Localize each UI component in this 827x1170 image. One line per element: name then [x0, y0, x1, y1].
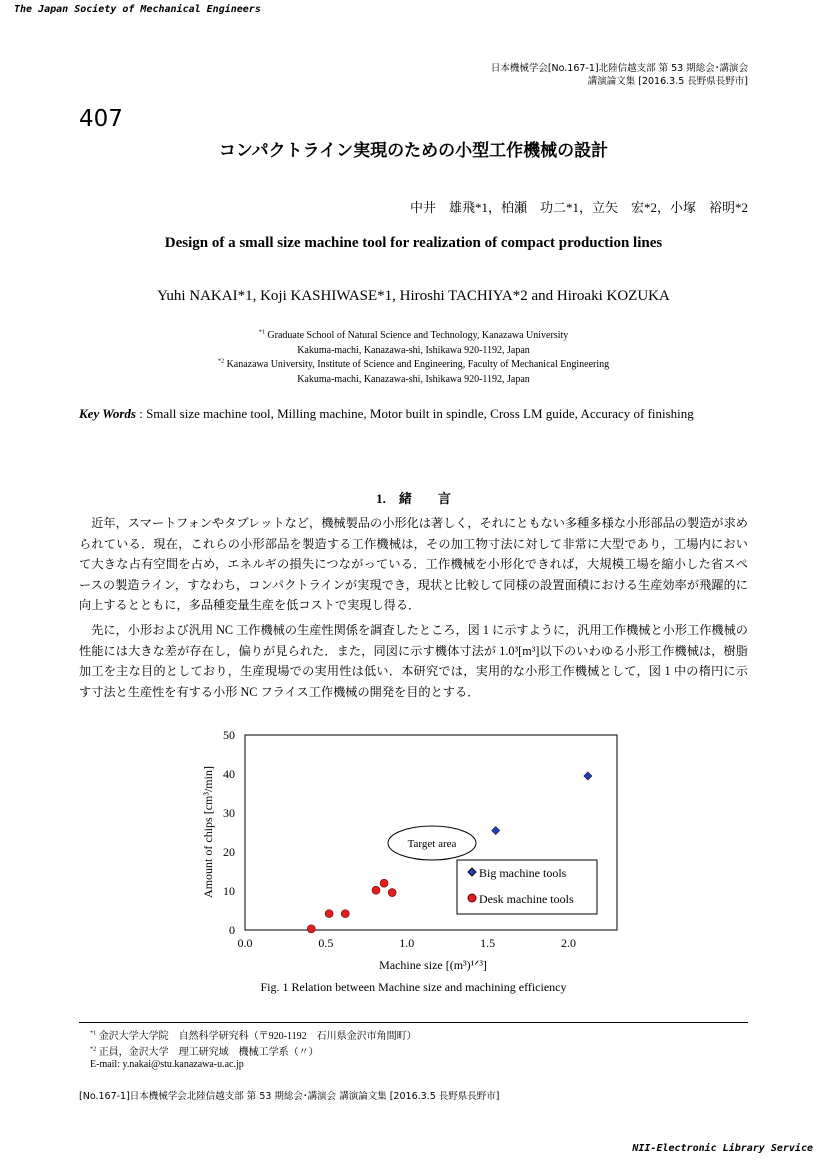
affiliation-2-address: Kakuma-machi, Kanazawa-shi, Ishikawa 920-1192, Japan [297, 374, 530, 385]
figure-caption: Fig. 1 Relation between Machine size and machining efficiency [260, 980, 567, 994]
y-tick-label: 0 [229, 923, 235, 937]
desk-machine-point [307, 925, 315, 933]
big-machine-point [492, 827, 500, 835]
big-machine-point [584, 772, 592, 780]
society-header: The Japan Society of Mechanical Engineers [14, 4, 261, 15]
footnote-mark: *1 [90, 1029, 97, 1037]
keywords-label: Key Words [79, 406, 136, 421]
y-axis-label: Amount of chips [cm³/min] [201, 766, 215, 898]
keywords-list: : Small size machine tool, Milling machine, Motor built in spindle, Cross LM guide, Accuracy of finishing [135, 406, 694, 421]
x-tick-labels [238, 936, 576, 950]
conference-footer: [No.167-1]日本機械学会北陸信越支部 第 53 期総会･講演会 講演論文集 [2016.3.5 長野県長野市] [79, 1091, 500, 1102]
affiliation-text: Kanazawa University, Institute of Science and Engineering, Faculty of Mechanical Engineering [226, 359, 610, 370]
affiliation-mark: *2 [217, 357, 225, 365]
affiliation-1 [0, 330, 827, 341]
affiliation-1-address: Kakuma-machi, Kanazawa-shi, Ishikawa 920-1192, Japan [297, 345, 530, 356]
footnote-text: 金沢大学大学院 自然科学研究科（〒920-1192 石川県金沢市角間町） [98, 1031, 417, 1042]
legend-label-desk: Desk machine tools [479, 892, 574, 906]
desk-machine-point [380, 879, 388, 887]
x-tick-label: 2.0 [560, 936, 576, 950]
target-area-label: Target area [407, 838, 457, 850]
nii-service-label: NII-Electronic Library Service [632, 1143, 813, 1154]
paragraph-1: 近年，スマートフォンやタブレットなど，機械製品の小形化は著しく，それにともない多種多様な小形部品の製造が求められている．現在，これらの小形部品を製造する工作機械は，その加工物寸法に対して非常に大型であり，工場内において大きな占有空間を占め，エネルギの損失につながっている．工作機械を小形化できれば，大規模工場を縮小した省スペースの製造ライン，すなわち，コンパクトラインが実現でき，現状と比較して同様の設置面積における生産効率が飛躍的に向上するとともに，多品種変量生産を低コストで実現し得る． [79, 516, 748, 613]
scatter-chart [195, 722, 635, 977]
x-tick-label: 0.0 [237, 936, 253, 950]
footnote-mark: *2 [90, 1045, 97, 1053]
paper-title-en: Design of a small size machine tool for realization of compact production lines [164, 235, 663, 251]
target-area-annotation [388, 826, 476, 860]
desk-machine-point [325, 910, 333, 918]
footnote-email: E-mail: y.nakai@stu.kanazawa-u.ac.jp [90, 1059, 244, 1070]
x-tick-label: 0.5 [318, 936, 334, 950]
legend-marker-desk [468, 894, 476, 902]
desk-machine-point [372, 886, 380, 894]
authors-en: Yuhi NAKAI*1, Koji KASHIWASE*1, Hiroshi TACHIYA*2 and Hiroaki KOZUKA [157, 288, 670, 304]
section-heading: 1. 緒 言 [376, 491, 451, 506]
legend [457, 860, 597, 914]
legend-label-big: Big machine tools [479, 866, 567, 880]
footnote-1 [90, 1027, 417, 1042]
affiliation-2 [0, 359, 827, 370]
footnote-2 [90, 1043, 319, 1058]
conference-header-line1: 日本機械学会[No.167-1]北陸信越支部 第 53 期総会･講演会 [490, 63, 748, 74]
affiliation-mark: *1 [258, 328, 265, 336]
x-axis-label: Machine size [(m³)¹ᐟ³] [379, 958, 487, 972]
y-tick-label: 50 [223, 728, 235, 742]
affiliation-text: Graduate School of Natural Science and Technology, Kanazawa University [267, 330, 569, 341]
paragraph-2: 先に，小形および汎用 NC 工作機械の生産性関係を調査したところ，図 1 に示すように，汎用工作機械と小形工作機械の性能には大きな差が存在し，偏りが見られた．また，同図に示す機体寸法が 1.0³[m³]以下のいわゆる小形工作機械は，樹脂加工を主な目的としており，生産現場での実用性は低い．本研究では，実用的な小形工作機械として，図 1 中の楕円に示す寸法と生産性を有する小形 NC フライス工作機械の開発を目的とする． [79, 623, 748, 699]
y-tick-labels [223, 728, 235, 937]
y-tick-label: 30 [223, 806, 235, 820]
keywords [79, 406, 694, 422]
paper-title-ja: コンパクトライン実現のための小型工作機械の設計 [218, 141, 609, 161]
conference-header [491, 62, 748, 88]
desk-machine-point [341, 910, 349, 918]
authors-ja: 中井 雄飛*1，柏瀬 功二*1，立矢 宏*2，小塚 裕明*2 [409, 200, 748, 215]
x-tick-label: 1.0 [399, 936, 415, 950]
y-tick-label: 10 [223, 884, 235, 898]
y-tick-label: 20 [223, 845, 235, 859]
y-tick-label: 40 [223, 767, 235, 781]
conference-header-line2: 講演論文集 [2016.3.5 長野県長野市] [587, 76, 748, 87]
paper-number: 407 [79, 106, 123, 132]
desk-machine-point [388, 889, 396, 897]
x-tick-label: 1.5 [480, 936, 496, 950]
footnote-divider [79, 1022, 748, 1023]
footnote-text: 正員，金沢大学 理工研究域 機械工学系（〃） [98, 1047, 319, 1058]
